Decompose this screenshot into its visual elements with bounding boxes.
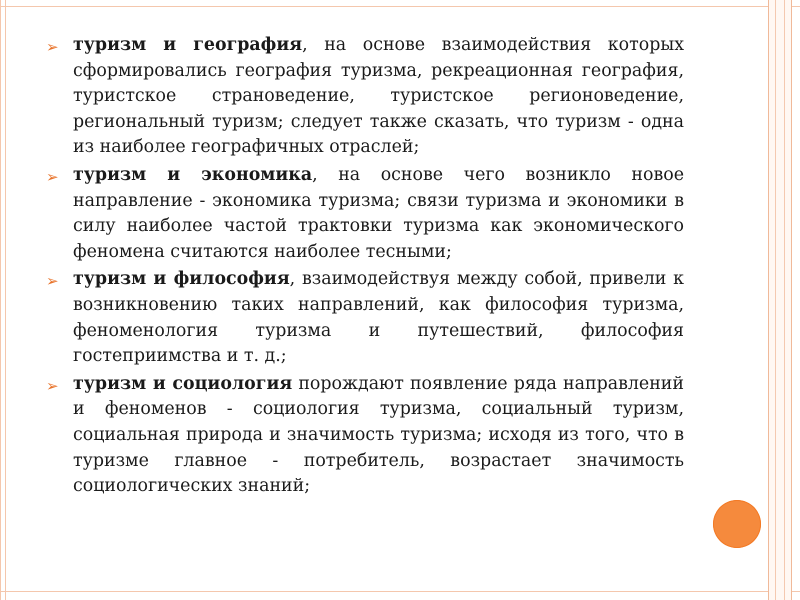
bullet-list bbox=[46, 33, 684, 502]
bullet-arrow-icon: ➢ bbox=[46, 38, 59, 56]
orange-circle-decoration bbox=[713, 500, 761, 548]
item-text: порождают появление ряда направлений и феноменов - социология туризма, социальный туризм, социальная природа и значимость туризма; исходя из того, что в туризме главное - потребитель, возрастает значимость социологических знаний; bbox=[73, 373, 684, 497]
item-term: туризм и социология bbox=[73, 373, 293, 394]
item-text: , на основе взаимодействия которых сформировались география туризма, рекреационная география, туристское страноведение, туристское регионоведение, региональный туризм; следует также сказать, что туризм - одна из наиболее географичных отраслей; bbox=[73, 35, 684, 158]
list-item bbox=[46, 267, 684, 369]
item-term: туризм и философия bbox=[73, 269, 290, 290]
item-term: туризм и география bbox=[73, 35, 303, 55]
list-item bbox=[46, 33, 684, 161]
bullet-arrow-icon: ➢ bbox=[46, 167, 59, 186]
list-item bbox=[46, 163, 684, 265]
item-text: , на основе чего возникло новое направление - экономика туризма; связи туризма и экономики в силу наиболее частой трактовки туризма как экономического феномена считаются наиболее тесными; bbox=[73, 164, 684, 262]
bottom-frame-line bbox=[0, 591, 800, 592]
item-term: туризм и экономика bbox=[73, 164, 313, 185]
bullet-arrow-icon: ➢ bbox=[46, 376, 59, 395]
top-frame-line bbox=[0, 6, 800, 7]
left-frame-decoration bbox=[0, 0, 6, 600]
right-frame-inner-decoration bbox=[775, 0, 785, 600]
bullet-arrow-icon: ➢ bbox=[46, 272, 59, 291]
list-item bbox=[46, 372, 684, 500]
item-text: , взаимодействуя между собой, привели к возникновению таких направлений, как философия туризма, феноменология туризма и путешествий, философия гостеприимства и т. д.; bbox=[73, 269, 684, 367]
